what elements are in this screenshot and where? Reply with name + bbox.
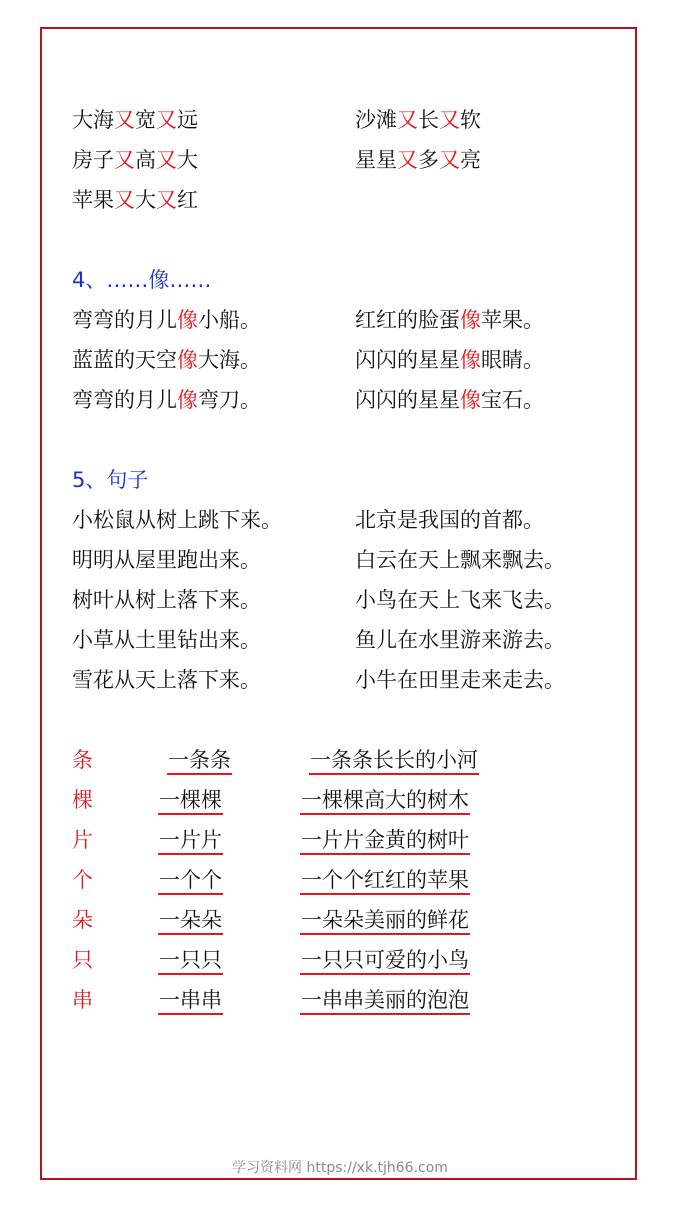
simile-1-right [355, 345, 544, 375]
phrase-you-1-left [72, 145, 198, 175]
text: 长 [418, 108, 439, 132]
measure-phrase-5 [300, 945, 470, 975]
measure-phrase-1 [300, 785, 470, 815]
measure-word-0: 条 [72, 748, 93, 772]
underlined-text: 一个个 [158, 868, 223, 895]
sentence-0-left: 小松鼠从树上跳下来。 [72, 508, 282, 532]
sentence-3-left: 小草从土里钻出来。 [72, 628, 261, 652]
measure-word-5: 只 [72, 948, 93, 972]
underlined-text: 一串串美丽的泡泡 [300, 988, 470, 1015]
measure-double-5 [158, 945, 223, 975]
measure-phrase-2 [300, 825, 470, 855]
sentence-3-right: 鱼儿在水里游来游去。 [355, 628, 565, 652]
simile-0-left [72, 305, 261, 335]
underlined-text: 一条条 [167, 748, 232, 775]
text: 房子 [72, 148, 114, 172]
sentence-2-right: 小鸟在天上飞来飞去。 [355, 588, 565, 612]
sentence-1-left: 明明从屋里跑出来。 [72, 548, 261, 572]
text: 蓝蓝的天空 [72, 348, 177, 372]
text: 苹果 [72, 188, 114, 212]
measure-double-4 [158, 905, 223, 935]
measure-double-2 [158, 825, 223, 855]
keyword-xiang: 像 [460, 388, 481, 412]
keyword-you: 又 [397, 148, 418, 172]
text: 闪闪的星星 [355, 348, 460, 372]
section-5-heading: 5、句子 [72, 468, 149, 492]
text: 大海 [72, 108, 114, 132]
underlined-text: 一朵朵美丽的鲜花 [300, 908, 470, 935]
underlined-text: 一串串 [158, 988, 223, 1015]
keyword-you: 又 [114, 108, 135, 132]
measure-double-0 [167, 745, 232, 775]
measure-word-1: 棵 [72, 788, 93, 812]
simile-0-right [355, 305, 544, 335]
keyword-xiang: 像 [460, 348, 481, 372]
phrase-you-0-right [355, 105, 481, 135]
text: 宽 [135, 108, 156, 132]
measure-phrase-4 [300, 905, 470, 935]
keyword-you: 又 [114, 188, 135, 212]
phrase-you-2-left [72, 185, 198, 215]
keyword-you: 又 [397, 108, 418, 132]
text: 苹果。 [481, 308, 544, 332]
keyword-you: 又 [114, 148, 135, 172]
text: 闪闪的星星 [355, 388, 460, 412]
text: 红 [177, 188, 198, 212]
keyword-xiang: 像 [177, 308, 198, 332]
text: 亮 [460, 148, 481, 172]
measure-double-1 [158, 785, 223, 815]
keyword-xiang: 像 [177, 388, 198, 412]
sentence-1-right: 白云在天上飘来飘去。 [355, 548, 565, 572]
measure-double-3 [158, 865, 223, 895]
text: 软 [460, 108, 481, 132]
sentence-4-right: 小牛在田里走来走去。 [355, 668, 565, 692]
underlined-text: 一朵朵 [158, 908, 223, 935]
text: 大海。 [198, 348, 261, 372]
text: 弯刀。 [198, 388, 261, 412]
keyword-you: 又 [439, 108, 460, 132]
phrase-you-0-left [72, 105, 198, 135]
text: 大 [135, 188, 156, 212]
underlined-text: 一只只 [158, 948, 223, 975]
underlined-text: 一条条长长的小河 [309, 748, 479, 775]
underlined-text: 一只只可爱的小鸟 [300, 948, 470, 975]
keyword-you: 又 [156, 108, 177, 132]
underlined-text: 一片片金黄的树叶 [300, 828, 470, 855]
underlined-text: 一个个红红的苹果 [300, 868, 470, 895]
sentence-0-right: 北京是我国的首都。 [355, 508, 544, 532]
sentence-2-left: 树叶从树上落下来。 [72, 588, 261, 612]
keyword-you: 又 [156, 148, 177, 172]
measure-phrase-0 [309, 745, 479, 775]
underlined-text: 一棵棵 [158, 788, 223, 815]
keyword-you: 又 [156, 188, 177, 212]
footer-watermark: 学习资料网 https://xk.tjh66.com [232, 1160, 448, 1176]
measure-phrase-6 [300, 985, 470, 1015]
keyword-you: 又 [439, 148, 460, 172]
simile-2-left [72, 385, 261, 415]
text: 沙滩 [355, 108, 397, 132]
keyword-xiang: 像 [460, 308, 481, 332]
underlined-text: 一棵棵高大的树木 [300, 788, 470, 815]
simile-2-right [355, 385, 544, 415]
text: 高 [135, 148, 156, 172]
text: 星星 [355, 148, 397, 172]
text: 远 [177, 108, 198, 132]
phrase-you-1-right [355, 145, 481, 175]
text: 弯弯的月儿 [72, 308, 177, 332]
section-4-heading: 4、……像…… [72, 268, 212, 292]
text: 眼睛。 [481, 348, 544, 372]
measure-word-2: 片 [72, 828, 93, 852]
text: 弯弯的月儿 [72, 388, 177, 412]
measure-word-6: 串 [72, 988, 93, 1012]
text: 大 [177, 148, 198, 172]
simile-1-left [72, 345, 261, 375]
text: 宝石。 [481, 388, 544, 412]
text: 小船。 [198, 308, 261, 332]
underlined-text: 一片片 [158, 828, 223, 855]
keyword-xiang: 像 [177, 348, 198, 372]
sentence-4-left: 雪花从天上落下来。 [72, 668, 261, 692]
measure-word-3: 个 [72, 868, 93, 892]
measure-word-4: 朵 [72, 908, 93, 932]
measure-double-6 [158, 985, 223, 1015]
text: 红红的脸蛋 [355, 308, 460, 332]
text: 多 [418, 148, 439, 172]
measure-phrase-3 [300, 865, 470, 895]
